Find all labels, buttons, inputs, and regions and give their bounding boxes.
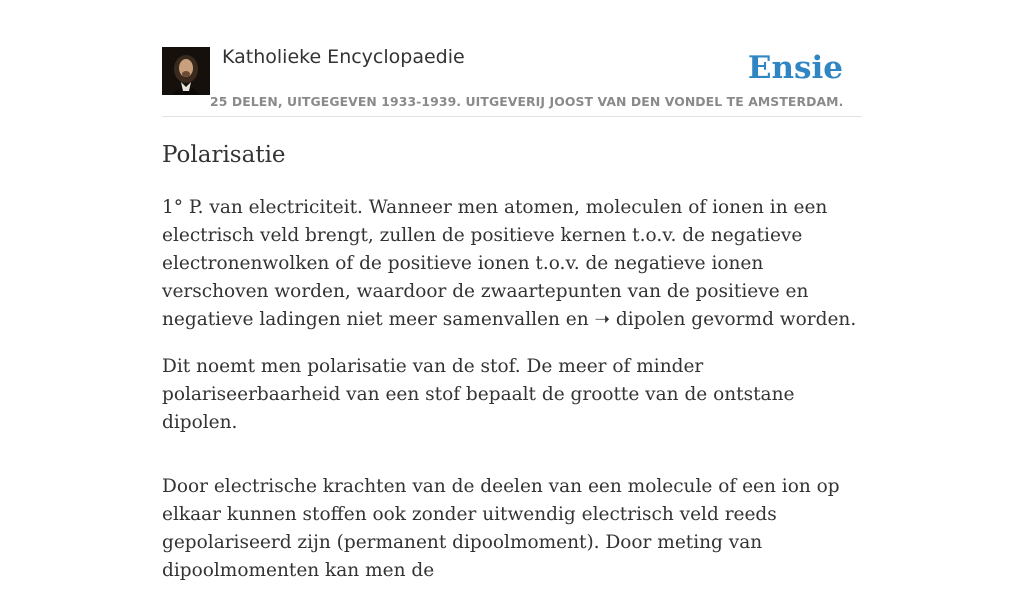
article-body	[162, 138, 866, 604]
publication-subtitle: 25 DELEN, UITGEGEVEN 1933-1939. UITGEVERIJ JOOST VAN DEN VONDEL TE AMSTERDAM.	[210, 94, 844, 109]
portrait-icon	[162, 47, 210, 95]
paragraph-text: gevormd worden.	[685, 309, 857, 330]
article-paragraph	[162, 194, 866, 334]
dipolen-link[interactable]: ➝ dipolen	[594, 309, 686, 330]
publication-avatar[interactable]	[162, 47, 210, 95]
article-paragraph: Dit noemt men polarisatie van de stof. De meer of minder polariseerbaarheid van een stof bepaalt de grootte van de ontstane dipolen.	[162, 356, 795, 433]
article-title: Polarisatie	[162, 142, 286, 168]
article-paragraph: Door electrische krachten van de deelen van een molecule of een ion op elkaar kunnen stoffen ook zonder uitwendig electrisch veld reeds gepolariseerd zijn (permanent dipoolmoment). Door meting van dipoolmomenten kan men de	[162, 476, 840, 581]
publication-title[interactable]: Katholieke Encyclopaedie	[222, 46, 465, 68]
publication-header	[162, 44, 862, 117]
ensie-logo-link[interactable]: Ensie	[747, 50, 843, 86]
paragraph-text: 1° P. van electriciteit. Wanneer men atomen, moleculen of ionen in een electrisch veld brengt, zullen de positieve kernen t.o.v. de negatieve electronenwolken of de positieve ionen t.o.v. de negatieve ionen verschoven worden, waardoor de zwaartepunten van de positieve en negatieve ladingen niet meer samenvallen en	[162, 197, 828, 330]
